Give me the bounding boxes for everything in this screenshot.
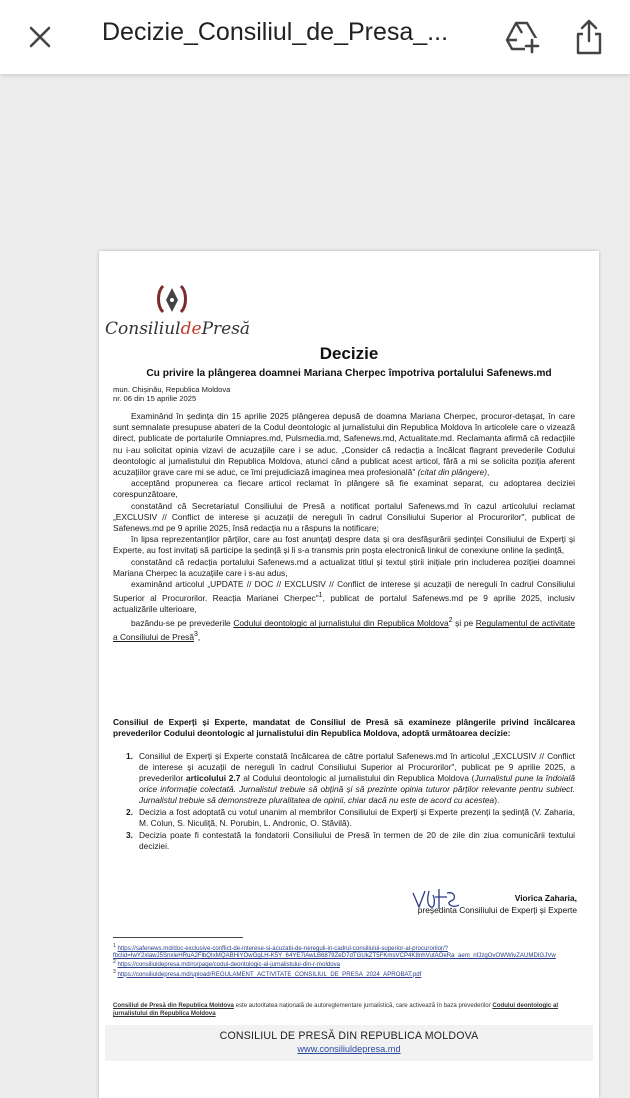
close-icon[interactable] bbox=[24, 21, 56, 53]
footnote-2: $^2$ https://consiliuldepresa.md/ro/page/codul-deontologic-al-jurnalistului-din-r-moldova bbox=[113, 959, 341, 969]
signer-name: Viorica Zaharia, bbox=[514, 893, 577, 903]
decision-subtitle: Cu privire la plângerea doamnei Mariana Cherpec împotriva portalului Safenews.md bbox=[146, 368, 552, 379]
list-item: 3. Decizia poate fi contestată la fondatorii Consiliului de Presă în termen de 20 de zile din ziua comunicării textului deciziei. bbox=[126, 830, 575, 851]
regulation-link[interactable]: Regulamentul de activitate a Consiliului de Presă bbox=[113, 618, 575, 643]
decision-number: nr. 06 din 15 aprilie 2025 bbox=[113, 394, 197, 403]
paragraph-3: constatând că Secretariatul Consiliului de Presă a notificat portalul Safenews.md în cazul articolului reclamat „EXCLUSIV // Conflict de interese și acuzații de nereguli în cadrul Consiliului Superior al Procurorilor", publicat de Safenews.md pe 9 aprilie 2025, însă redacția nu a răspuns la notificare; bbox=[113, 500, 575, 534]
footnote-link-3[interactable]: https://consiliuldepresa.md/upload/REGULAMENT_ACTIVITATE_CONSILIUL_DE_PRESA_2024_APROBAT.pdf bbox=[117, 970, 422, 978]
decision-title: Decizie bbox=[319, 344, 379, 363]
footnote-3: $^3$ https://consiliuldepresa.md/upload/REGULAMENT_ACTIVITATE_CONSILIUL_DE_PRESA_2024_APROBAT.pdf bbox=[113, 968, 422, 978]
press-council-logo bbox=[105, 282, 255, 342]
council-note: Consiliul de Presă din Republica Moldova este autoritatea națională de autoreglementare jurnalistică, care activează în baza prevederilor Codului deontologic al jurnalistului din Republica Moldova bbox=[113, 1002, 559, 1017]
pdf-page bbox=[99, 251, 599, 1098]
footnotes bbox=[113, 943, 575, 978]
signer-role: președinta Consiliului de Experți și Experte bbox=[417, 905, 577, 915]
footnote-1: $^1$ https://safenews.md/doc-exclusive-conflict-de-interese-si-acuzatii-de-nereguli-in-cadrul-consiliului-superior-al-procurorilor/?fbclid=IwY2xlawJ5SnxleHRuA2FlbQIxMQABHiYOwGgLH-K5Y_64YE7iAwLB6879ZeD7dTGUkZT5FKmsVCP4K8nhVutAOeRa_aem_nfJzgOvOWWivZAUMDIGJVw bbox=[113, 943, 556, 960]
paragraph-6: examinând articolul „UPDATE // DOC // EXCLUSIV // Conflict de interese și acuzații de nereguli în cadrul Consiliului Superior al Procurorilor. Reacția Marianei Cherpec"$^1$, publicat de portalul Safenews.md pe 9 aprilie 2025, inclusiv actualizările ulterioare, bbox=[113, 579, 575, 615]
list-item: 1. Consiliul de Experți și Experte constată încălcarea de către portalul Safenews.md în articolul „EXCLUSIV // Conflict de interese și acuzații de nereguli în cadrul Consiliului Superior al Procurorilor", publicat pe 9 aprilie 2025, a prevederilor articolului 2.7 al Codului deontologic al jurnalistului din Republica Moldova (Jurnalistul pune la îndoială orice informație colectată. Jurnalistul trebuie să obțină și să prezinte opinia tuturor părților relevante pentru subiect. Jurnalistul trebuie să demonstreze pluralitatea de opinii, chiar dacă nu este de acord cu acestea). bbox=[126, 751, 575, 805]
paragraph-5: constatând că redacția portalului Safenews.md a actualizat titlul și textul știrii inițiale prin includerea poziției doamnei Mariana Cherpec la acuzațiile care i s-au adus, bbox=[113, 556, 575, 578]
footer-title: CONSILIUL DE PRESĂ DIN REPUBLICA MOLDOVA bbox=[219, 1030, 479, 1042]
paragraph-4: în lipsa reprezentanților părților, care au fost anunțați despre data și ora desfășurării ședinței Consiliului de Experți și Experte, au fost invitați să participe la ședință și li s-a transmis prin poșta electronică linkul de conexiune online la ședință, bbox=[113, 534, 575, 556]
decision-items bbox=[113, 751, 575, 853]
decision-meta bbox=[113, 385, 230, 403]
app-toolbar bbox=[0, 0, 630, 74]
list-item: 2. Decizia a fost adoptată cu votul unanim al membrilor Consiliului de Experți și Experte prezenți la ședință (V. Zaharia, M. Colun, S. Niculiță, N. Porubin, L. Andronic, O. Stăvilă). bbox=[126, 807, 575, 828]
paragraph-2: acceptând propunerea ca fiecare articol reclamat în plângere să fie examinat separat, cu adoptarea deciziei corespunzătoare, bbox=[113, 478, 575, 500]
decision-body bbox=[113, 411, 575, 643]
document-title: Decizie_Consiliul_de_Presa_... bbox=[102, 18, 449, 46]
paragraph-7: bazându-se pe prevederile Codului deontologic al jurnalistului din Republica Moldova$^2$ și pe Regulamentul de activitate a Consiliului de Presă$^3$, bbox=[113, 617, 575, 643]
decision-place: mun. Chișinău, Republica Moldova bbox=[113, 385, 231, 394]
add-to-drive-icon[interactable] bbox=[503, 18, 541, 56]
share-icon[interactable] bbox=[572, 17, 606, 57]
logo-wordmark: ConsiliuldePresă bbox=[105, 319, 251, 339]
pen-nib-icon bbox=[155, 282, 189, 316]
footnote-link-2[interactable]: https://consiliuldepresa.md/ro/page/codul-deontologic-al-jurnalistului-din-r-moldova bbox=[117, 961, 341, 969]
pdf-viewer[interactable] bbox=[0, 74, 630, 1054]
footnote-link-1[interactable]: https://safenews.md/doc-exclusive-conflict-de-interese-si-acuzatii-de-nereguli-in-cadrul-consiliului-superior-al-procurorilor/?fbclid=IwY2xlawJ5SnxleHRuA2FlbQIxMQABHiYOwGgLH-K5Y_64YE7iAwLB6879ZeD7dTGUkZT5FKmsVCP4K8nhVutAOeRa_aem_nfJzgOvOWWivZAUMDIGJVw bbox=[113, 945, 556, 960]
paragraph-1: Examinând în ședința din 15 aprilie 2025 plângerea depusă de doamna Mariana Cherpec, procuror-detașat, în care sunt semnalate presupuse abateri de la Codul deontologic al jurnalistului din Republica Moldova în articolele care o vizează direct, publicate de portalurile Omniapres.md, Pulsmedia.md, Safenews.md, Actualitate.md. Reclamanta afirmă că redacțiile nu i-au solicitat opinia vizavi de acuzațiile care i se aduc. „Consider că redacția a încălcat flagrant prevederile Codului deontologic al jurnalistului din Republica Moldova, atunci când a publicat acest articol, fără a mi se solicita poziția aferent acuzațiilor grave care mi se aduc, ce îmi prejudiciază imaginea mea profesională" (citat din plângere), bbox=[113, 411, 575, 478]
signature-block bbox=[399, 891, 577, 931]
decision-intro: Consiliul de Experți și Experte, mandatat de Consiliul de Presă să examineze plângerile privind încălcarea prevederilor Codului deontologic al jurnalistului din Republica Moldova, adoptă următoarea decizie: bbox=[113, 717, 575, 739]
footnote-divider bbox=[113, 937, 243, 938]
footer-website-link[interactable]: www.consiliuldepresa.md bbox=[297, 1044, 401, 1054]
code-link[interactable]: Codului deontologic al jurnalistului din Republica Moldova bbox=[233, 618, 449, 629]
